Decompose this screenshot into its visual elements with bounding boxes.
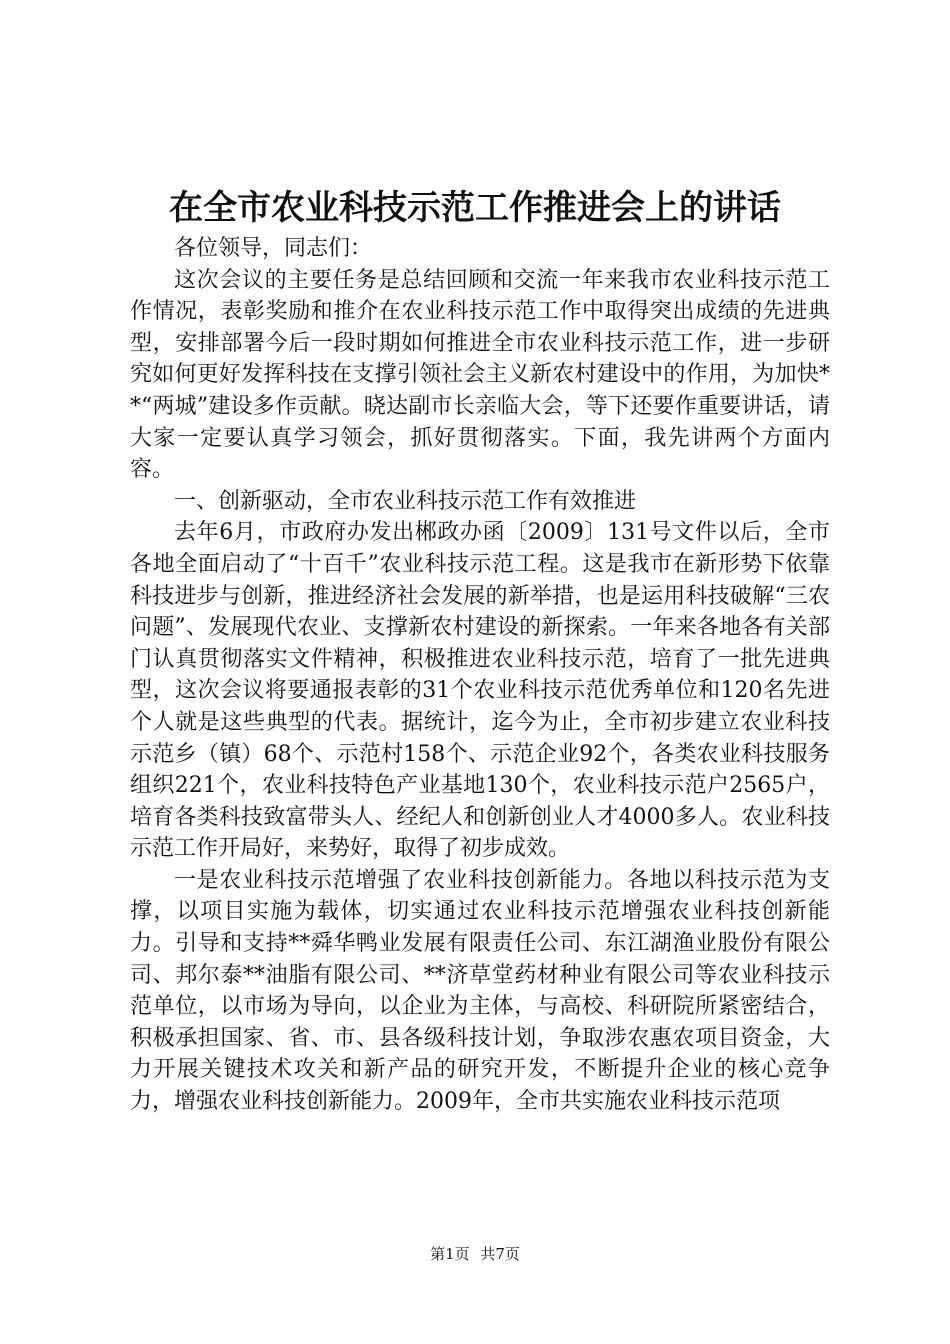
page-footer [0, 1244, 950, 1264]
document-title: 在全市农业科技示范工作推进会上的讲话 [169, 188, 781, 228]
body-paragraph: 去年6月，市政府办发出郴政办函〔2009〕131号文件以后，全市各地全面启动了“十百千”农业科技示范工程。这是我市在新形势下依靠科技进步与创新，推进经济社会发展的新举措，也是运用科技破解“三农问题”、发展现代农业、支撑新农村建设的新探索。一年来各地各有关部门认真贯彻落实文件精神，积极推进农业科技示范，培育了一批先进典型，这次会议将要通报表彰的31个农业科技示范优秀单位和120名先进个人就是这些典型的代表。据统计，迄今为止，全市初步建立农业科技示范乡（镇）68个、示范村158个、示范企业92个，各类农业科技服务组织221个，农业科技特色产业基地130个，农业科技示范户2565户，培育各类科技致富带头人、经纪人和创新创业人才4000多人。农业科技示范工作开局好，来势好，取得了初步成效。 [130, 520, 830, 862]
salutation-paragraph: 各位领导，同志们： [174, 236, 373, 261]
page-total: 共7页 [480, 1245, 520, 1263]
section-heading: 一、创新驱动，全市农业科技示范工作有效推进 [174, 488, 637, 514]
page-number: 第1页 [430, 1245, 470, 1263]
intro-paragraph: 这次会议的主要任务是总结回顾和交流一年来我市农业科技示范工作情况，表彰奖励和推介在农业科技示范工作中取得突出成绩的先进典型，安排部署今后一段时期如何推进全市农业科技示范工作，进一步研究如何更好发挥科技在支撑引领社会主义新农村建设中的作用，为加快**“两城”建设多作贡献。晓达副市长亲临大会，等下还要作重要讲话，请大家一定要认真学习领会，抓好贯彻落实。下面，我先讲两个方面内容。 [130, 267, 830, 483]
document-body [130, 233, 830, 1118]
body-paragraph: 一是农业科技示范增强了农业科技创新能力。各地以科技示范为支撑，以项目实施为载体，切实通过农业科技示范增强农业科技创新能力。引导和支持**舜华鸭业发展有限责任公司、东江湖渔业股份有限公司、邦尔泰**油脂有限公司、**济草堂药材种业有限公司等农业科技示范单位，以市场为导向，以企业为主体，与高校、科研院所紧密结合，积极承担国家、省、市、县各级科技计划，争取涉农惠农项目资金，大力开展关键技术攻关和新产品的研究开发，不断提升企业的核心竞争力，增强农业科技创新能力。2009年，全市共实施农业科技示范项 [130, 867, 830, 1115]
